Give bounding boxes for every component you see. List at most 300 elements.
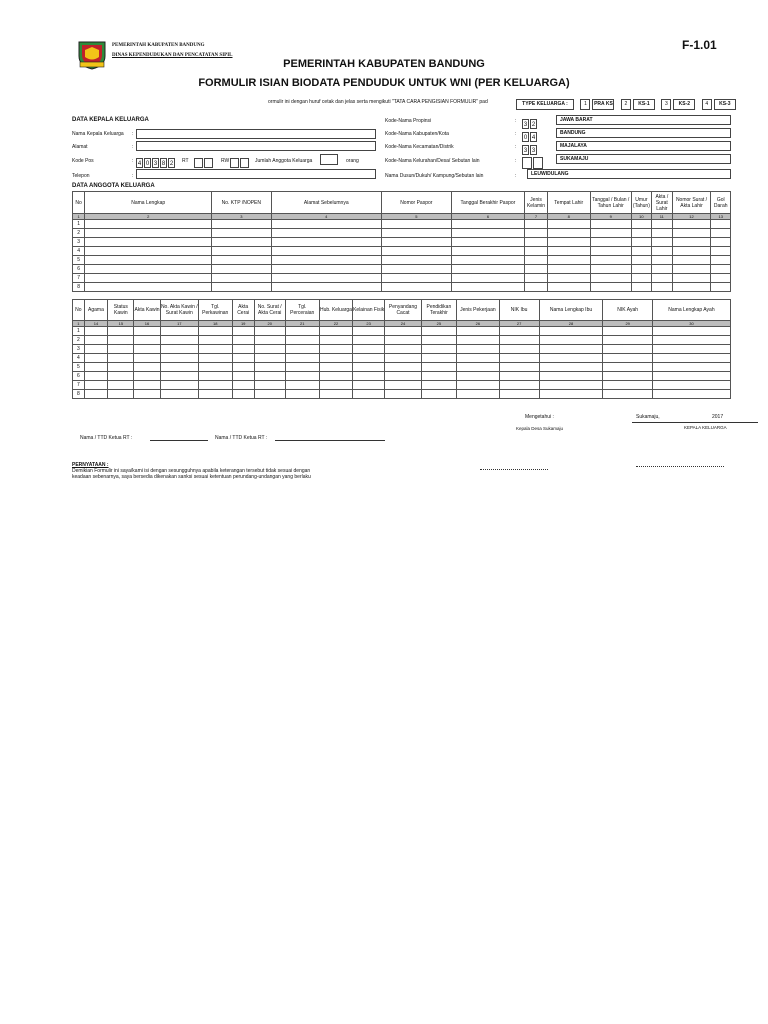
table-cell[interactable] bbox=[108, 327, 134, 336]
table-cell[interactable] bbox=[652, 229, 672, 238]
table-cell[interactable] bbox=[385, 390, 421, 399]
table-cell[interactable] bbox=[271, 274, 382, 283]
table-cell[interactable] bbox=[603, 354, 652, 363]
table-cell[interactable] bbox=[385, 363, 421, 372]
t1-column-number-9: 9 bbox=[590, 214, 631, 220]
table-cell[interactable] bbox=[631, 283, 651, 292]
table-cell[interactable] bbox=[652, 372, 730, 381]
t2-header-8: No. Surat / Akta Cerai bbox=[254, 300, 285, 321]
table-cell[interactable] bbox=[232, 372, 254, 381]
table-cell[interactable] bbox=[590, 256, 631, 265]
table-cell[interactable] bbox=[631, 229, 651, 238]
table-cell[interactable] bbox=[631, 220, 651, 229]
t1-header-6: Tanggal Berakhir Paspor bbox=[451, 192, 525, 214]
table-cell[interactable] bbox=[232, 381, 254, 390]
table-cell[interactable] bbox=[84, 390, 108, 399]
table-row bbox=[73, 265, 731, 274]
table-cell[interactable] bbox=[672, 274, 711, 283]
table-cell[interactable] bbox=[652, 283, 672, 292]
table-cell[interactable] bbox=[421, 363, 456, 372]
table-cell[interactable] bbox=[652, 345, 730, 354]
table-cell[interactable] bbox=[590, 247, 631, 256]
table-cell[interactable] bbox=[547, 220, 590, 229]
table-cell[interactable] bbox=[382, 256, 452, 265]
table-cell[interactable] bbox=[711, 229, 731, 238]
table-cell[interactable] bbox=[319, 390, 352, 399]
table-cell[interactable] bbox=[160, 354, 198, 363]
table-cell[interactable] bbox=[421, 354, 456, 363]
table-cell[interactable] bbox=[271, 238, 382, 247]
table-cell[interactable] bbox=[382, 265, 452, 274]
hamlet-name[interactable]: LEUWIDULANG bbox=[527, 169, 731, 179]
table-cell[interactable] bbox=[285, 372, 319, 381]
table-cell[interactable] bbox=[421, 345, 456, 354]
table-cell[interactable] bbox=[457, 354, 500, 363]
table-cell[interactable] bbox=[499, 327, 539, 336]
table-cell[interactable] bbox=[631, 256, 651, 265]
table-cell[interactable] bbox=[499, 363, 539, 372]
table-cell[interactable] bbox=[421, 381, 456, 390]
row-number: 8 bbox=[73, 390, 85, 399]
head-name-field[interactable] bbox=[136, 129, 376, 139]
table-cell[interactable] bbox=[672, 265, 711, 274]
family-type-option-3-number[interactable]: 3 bbox=[661, 99, 671, 110]
table-cell[interactable] bbox=[652, 256, 672, 265]
t1-header-11: Akta / Surat Lahir bbox=[652, 192, 672, 214]
table-cell[interactable] bbox=[285, 381, 319, 390]
row-number: 2 bbox=[73, 229, 85, 238]
table-cell[interactable] bbox=[499, 354, 539, 363]
table-cell[interactable] bbox=[84, 345, 108, 354]
table-cell[interactable] bbox=[451, 256, 525, 265]
table-cell[interactable] bbox=[84, 354, 108, 363]
table-cell[interactable] bbox=[652, 265, 672, 274]
table-cell[interactable] bbox=[652, 363, 730, 372]
table-cell[interactable] bbox=[84, 372, 108, 381]
form-title-line-2: FORMULIR ISIAN BIODATA PENDUDUK UNTUK WNI (PER KELUARGA) bbox=[198, 77, 570, 89]
table-cell[interactable] bbox=[652, 354, 730, 363]
table-cell[interactable] bbox=[285, 363, 319, 372]
table-cell[interactable] bbox=[547, 265, 590, 274]
statement-title: PERNYATAAN : bbox=[72, 462, 109, 468]
table-cell[interactable] bbox=[134, 336, 160, 345]
table-cell[interactable] bbox=[108, 363, 134, 372]
table-cell[interactable] bbox=[254, 390, 285, 399]
t2-column-number-6: 18 bbox=[198, 321, 232, 327]
table-cell[interactable] bbox=[212, 283, 271, 292]
table-cell[interactable] bbox=[603, 336, 652, 345]
table-cell[interactable] bbox=[108, 381, 134, 390]
table-cell[interactable] bbox=[212, 256, 271, 265]
table-cell[interactable] bbox=[271, 220, 382, 229]
rw-label: RW bbox=[221, 158, 230, 164]
table-cell[interactable] bbox=[198, 345, 232, 354]
table-cell[interactable] bbox=[353, 354, 385, 363]
table-cell[interactable] bbox=[353, 372, 385, 381]
table-cell[interactable] bbox=[539, 327, 603, 336]
member-count-label: Jumlah Anggota Keluarga bbox=[255, 158, 313, 164]
table-cell[interactable] bbox=[672, 238, 711, 247]
table-cell[interactable] bbox=[525, 256, 548, 265]
table-cell[interactable] bbox=[134, 390, 160, 399]
table-cell[interactable] bbox=[271, 229, 382, 238]
members-table-2 bbox=[72, 299, 731, 399]
rt-signature-line[interactable] bbox=[150, 440, 208, 441]
table-cell[interactable] bbox=[271, 265, 382, 274]
table-cell[interactable] bbox=[539, 354, 603, 363]
table-cell[interactable] bbox=[382, 283, 452, 292]
table-cell[interactable] bbox=[652, 274, 672, 283]
table-cell[interactable] bbox=[499, 345, 539, 354]
table-cell[interactable] bbox=[451, 229, 525, 238]
family-type-option-1-number[interactable]: 1 bbox=[580, 99, 590, 110]
table-cell[interactable] bbox=[539, 363, 603, 372]
table-cell[interactable] bbox=[134, 381, 160, 390]
table-cell[interactable] bbox=[198, 390, 232, 399]
table-cell[interactable] bbox=[603, 345, 652, 354]
table-cell[interactable] bbox=[85, 283, 212, 292]
table-cell[interactable] bbox=[254, 345, 285, 354]
table-cell[interactable] bbox=[84, 327, 108, 336]
table-cell[interactable] bbox=[547, 256, 590, 265]
table-cell[interactable] bbox=[652, 390, 730, 399]
table-cell[interactable] bbox=[603, 327, 652, 336]
table-cell[interactable] bbox=[212, 229, 271, 238]
head-of-family-signature-line[interactable] bbox=[636, 466, 724, 467]
table-cell[interactable] bbox=[672, 283, 711, 292]
table-cell[interactable] bbox=[590, 238, 631, 247]
table-row bbox=[73, 390, 731, 399]
t2-column-number-15: 27 bbox=[499, 321, 539, 327]
table-cell[interactable] bbox=[198, 363, 232, 372]
table-cell[interactable] bbox=[108, 336, 134, 345]
table-cell[interactable] bbox=[134, 363, 160, 372]
table-cell[interactable] bbox=[198, 354, 232, 363]
table-cell[interactable] bbox=[212, 274, 271, 283]
table-cell[interactable] bbox=[525, 247, 548, 256]
table-cell[interactable] bbox=[547, 238, 590, 247]
phone-field[interactable] bbox=[136, 169, 376, 179]
table-cell[interactable] bbox=[547, 229, 590, 238]
table-cell[interactable] bbox=[631, 238, 651, 247]
table-cell[interactable] bbox=[421, 327, 456, 336]
postal-digit: 8 bbox=[160, 158, 167, 168]
table-cell[interactable] bbox=[451, 274, 525, 283]
table-row bbox=[73, 220, 731, 229]
table-cell[interactable] bbox=[212, 265, 271, 274]
table-cell[interactable] bbox=[525, 283, 548, 292]
table-cell[interactable] bbox=[271, 256, 382, 265]
table-cell[interactable] bbox=[160, 336, 198, 345]
table-cell[interactable] bbox=[285, 354, 319, 363]
t2-header-6: Tgl. Perkawinan bbox=[198, 300, 232, 321]
table-cell[interactable] bbox=[421, 336, 456, 345]
table-cell[interactable] bbox=[385, 381, 421, 390]
t1-header-2: Nama Lengkap bbox=[85, 192, 212, 214]
t2-header-3: Status Kawin bbox=[108, 300, 134, 321]
table-cell[interactable] bbox=[525, 220, 548, 229]
table-cell[interactable] bbox=[353, 390, 385, 399]
signing-place: Sukamaju, bbox=[636, 414, 660, 420]
table-cell[interactable] bbox=[319, 336, 352, 345]
table-cell[interactable] bbox=[457, 336, 500, 345]
members-table-1 bbox=[72, 191, 731, 292]
table-cell[interactable] bbox=[134, 372, 160, 381]
table-cell[interactable] bbox=[319, 372, 352, 381]
table-cell[interactable] bbox=[539, 381, 603, 390]
table-cell[interactable] bbox=[385, 327, 421, 336]
table-cell[interactable] bbox=[590, 283, 631, 292]
form-title-line-1: PEMERINTAH KABUPATEN BANDUNG bbox=[283, 58, 485, 70]
t1-header-9: Tanggal / Bulan / Tahun Lahir bbox=[590, 192, 631, 214]
table-cell[interactable] bbox=[198, 327, 232, 336]
table-cell[interactable] bbox=[711, 238, 731, 247]
family-type-option-2-number[interactable]: 2 bbox=[621, 99, 631, 110]
table-cell[interactable] bbox=[353, 336, 385, 345]
table-cell[interactable] bbox=[603, 381, 652, 390]
code-digit: 3 bbox=[530, 145, 537, 155]
table-cell[interactable] bbox=[539, 336, 603, 345]
table-cell[interactable] bbox=[84, 336, 108, 345]
table-cell[interactable] bbox=[457, 363, 500, 372]
table-cell[interactable] bbox=[590, 229, 631, 238]
code-digit: 3 bbox=[522, 145, 529, 155]
table-cell[interactable] bbox=[85, 265, 212, 274]
table-cell[interactable] bbox=[385, 372, 421, 381]
table-cell[interactable] bbox=[232, 354, 254, 363]
table-cell[interactable] bbox=[319, 354, 352, 363]
table-cell[interactable] bbox=[451, 265, 525, 274]
table-cell[interactable] bbox=[84, 381, 108, 390]
table-cell[interactable] bbox=[198, 381, 232, 390]
village-name[interactable]: SUKAMAJU bbox=[556, 154, 731, 164]
table-cell[interactable] bbox=[457, 345, 500, 354]
colon: : bbox=[132, 131, 134, 137]
table-cell[interactable] bbox=[108, 345, 134, 354]
table-cell[interactable] bbox=[353, 363, 385, 372]
table-cell[interactable] bbox=[134, 345, 160, 354]
table-cell[interactable] bbox=[232, 336, 254, 345]
table-cell[interactable] bbox=[652, 238, 672, 247]
table-cell[interactable] bbox=[457, 372, 500, 381]
table-cell[interactable] bbox=[590, 265, 631, 274]
table-cell[interactable] bbox=[254, 363, 285, 372]
table-cell[interactable] bbox=[711, 256, 731, 265]
agency-line-2: DINAS KEPENDUDUKAN DAN PENCATATAN SIPIL bbox=[112, 53, 233, 58]
table-cell[interactable] bbox=[631, 247, 651, 256]
table-cell[interactable] bbox=[160, 327, 198, 336]
colon: : bbox=[515, 173, 517, 179]
table-cell[interactable] bbox=[85, 229, 212, 238]
t1-column-number-5: 5 bbox=[382, 214, 452, 220]
table-cell[interactable] bbox=[421, 372, 456, 381]
table-cell[interactable] bbox=[382, 229, 452, 238]
postal-digit: 0 bbox=[144, 158, 151, 168]
table-cell[interactable] bbox=[382, 274, 452, 283]
colon: : bbox=[515, 158, 517, 164]
table-cell[interactable] bbox=[319, 363, 352, 372]
table-cell[interactable] bbox=[652, 327, 730, 336]
table-cell[interactable] bbox=[711, 220, 731, 229]
table-cell[interactable] bbox=[271, 283, 382, 292]
district-name[interactable]: MAJALAYA bbox=[556, 141, 731, 151]
table-cell[interactable] bbox=[499, 381, 539, 390]
table-cell[interactable] bbox=[160, 372, 198, 381]
colon: : bbox=[515, 144, 517, 150]
table-cell[interactable] bbox=[499, 390, 539, 399]
table-cell[interactable] bbox=[451, 283, 525, 292]
table-cell[interactable] bbox=[652, 336, 730, 345]
table-cell[interactable] bbox=[499, 372, 539, 381]
table-cell[interactable] bbox=[539, 372, 603, 381]
phone-label: Telepon bbox=[72, 173, 90, 179]
table-cell[interactable] bbox=[160, 363, 198, 372]
t1-column-number-13: 13 bbox=[711, 214, 731, 220]
table-cell[interactable] bbox=[85, 256, 212, 265]
t2-column-number-1: 1 bbox=[73, 321, 85, 327]
table-cell[interactable] bbox=[160, 381, 198, 390]
table-cell[interactable] bbox=[451, 220, 525, 229]
table-cell[interactable] bbox=[631, 265, 651, 274]
table-cell[interactable] bbox=[499, 336, 539, 345]
table-cell[interactable] bbox=[212, 220, 271, 229]
table-cell[interactable] bbox=[319, 345, 352, 354]
table-cell[interactable] bbox=[631, 274, 651, 283]
table-cell[interactable] bbox=[590, 274, 631, 283]
table-cell[interactable] bbox=[232, 363, 254, 372]
table-cell[interactable] bbox=[451, 247, 525, 256]
table-cell[interactable] bbox=[160, 345, 198, 354]
table-cell[interactable] bbox=[457, 381, 500, 390]
table-cell[interactable] bbox=[84, 363, 108, 372]
regency-name[interactable]: BANDUNG bbox=[556, 128, 731, 138]
village-head-signature-line[interactable] bbox=[480, 469, 548, 470]
table-cell[interactable] bbox=[134, 354, 160, 363]
table-cell[interactable] bbox=[385, 354, 421, 363]
t1-column-number-12: 12 bbox=[672, 214, 711, 220]
table-cell[interactable] bbox=[590, 220, 631, 229]
table-cell[interactable] bbox=[285, 345, 319, 354]
table-cell[interactable] bbox=[108, 390, 134, 399]
table-cell[interactable] bbox=[232, 345, 254, 354]
table-cell[interactable] bbox=[285, 327, 319, 336]
table-cell[interactable] bbox=[652, 247, 672, 256]
table-cell[interactable] bbox=[85, 274, 212, 283]
table-cell[interactable] bbox=[382, 220, 452, 229]
table-cell[interactable] bbox=[525, 238, 548, 247]
table-cell[interactable] bbox=[672, 220, 711, 229]
table-cell[interactable] bbox=[603, 390, 652, 399]
table-cell[interactable] bbox=[672, 247, 711, 256]
table-cell[interactable] bbox=[711, 274, 731, 283]
t2-column-number-3: 15 bbox=[108, 321, 134, 327]
table-cell[interactable] bbox=[134, 327, 160, 336]
table-cell[interactable] bbox=[457, 390, 500, 399]
table-cell[interactable] bbox=[85, 220, 212, 229]
table-cell[interactable] bbox=[353, 327, 385, 336]
table-cell[interactable] bbox=[547, 247, 590, 256]
table-cell[interactable] bbox=[457, 327, 500, 336]
t2-column-number-13: 25 bbox=[421, 321, 456, 327]
table-cell[interactable] bbox=[711, 283, 731, 292]
table-cell[interactable] bbox=[539, 345, 603, 354]
t2-header-10: Hub. Keluarga bbox=[319, 300, 352, 321]
t1-header-13: Gol Darah bbox=[711, 192, 731, 214]
table-cell[interactable] bbox=[672, 256, 711, 265]
table-cell[interactable] bbox=[539, 390, 603, 399]
row-number: 6 bbox=[73, 265, 85, 274]
table-cell[interactable] bbox=[198, 372, 232, 381]
table-cell[interactable] bbox=[254, 336, 285, 345]
table-cell[interactable] bbox=[108, 354, 134, 363]
table-cell[interactable] bbox=[212, 247, 271, 256]
table-cell[interactable] bbox=[232, 390, 254, 399]
province-label: Kode-Nama Propinsi bbox=[385, 118, 432, 124]
table-cell[interactable] bbox=[711, 265, 731, 274]
table-cell[interactable] bbox=[451, 238, 525, 247]
table-cell[interactable] bbox=[547, 283, 590, 292]
table-cell[interactable] bbox=[254, 354, 285, 363]
table-cell[interactable] bbox=[421, 390, 456, 399]
table-cell[interactable] bbox=[525, 274, 548, 283]
table-cell[interactable] bbox=[232, 327, 254, 336]
table-cell[interactable] bbox=[85, 247, 212, 256]
t2-header-7: Akta Cerai bbox=[232, 300, 254, 321]
table-cell[interactable] bbox=[353, 345, 385, 354]
rw-signature-line[interactable] bbox=[275, 440, 385, 441]
table-cell[interactable] bbox=[254, 327, 285, 336]
table-row bbox=[73, 327, 731, 336]
table-cell[interactable] bbox=[382, 238, 452, 247]
table-cell[interactable] bbox=[711, 247, 731, 256]
table-cell[interactable] bbox=[525, 229, 548, 238]
table-cell[interactable] bbox=[319, 381, 352, 390]
table-cell[interactable] bbox=[382, 247, 452, 256]
table-cell[interactable] bbox=[85, 238, 212, 247]
table-cell[interactable] bbox=[385, 345, 421, 354]
table-cell[interactable] bbox=[319, 327, 352, 336]
table-cell[interactable] bbox=[108, 372, 134, 381]
table-cell[interactable] bbox=[385, 336, 421, 345]
row-number: 1 bbox=[73, 327, 85, 336]
table-cell[interactable] bbox=[212, 238, 271, 247]
table-cell[interactable] bbox=[254, 381, 285, 390]
table-cell[interactable] bbox=[547, 274, 590, 283]
t2-header-14: Jenis Pekerjaan bbox=[457, 300, 500, 321]
table-cell[interactable] bbox=[603, 372, 652, 381]
table-cell[interactable] bbox=[672, 229, 711, 238]
table-cell[interactable] bbox=[353, 381, 385, 390]
family-type-option-4-number[interactable]: 4 bbox=[702, 99, 712, 110]
table-cell[interactable] bbox=[285, 390, 319, 399]
province-name[interactable]: JAWA BARAT bbox=[556, 115, 731, 125]
table-cell[interactable] bbox=[254, 372, 285, 381]
row-number: 5 bbox=[73, 256, 85, 265]
table-cell[interactable] bbox=[652, 381, 730, 390]
table-cell[interactable] bbox=[603, 363, 652, 372]
table-cell[interactable] bbox=[285, 336, 319, 345]
table-cell[interactable] bbox=[652, 220, 672, 229]
table-row bbox=[73, 345, 731, 354]
person-unit-label: orang bbox=[346, 158, 359, 164]
t2-column-number-9: 21 bbox=[285, 321, 319, 327]
table-cell[interactable] bbox=[198, 336, 232, 345]
address-field[interactable] bbox=[136, 141, 376, 151]
table-cell[interactable] bbox=[271, 247, 382, 256]
table-cell[interactable] bbox=[525, 265, 548, 274]
table-cell[interactable] bbox=[160, 390, 198, 399]
member-count-field[interactable] bbox=[320, 154, 338, 165]
